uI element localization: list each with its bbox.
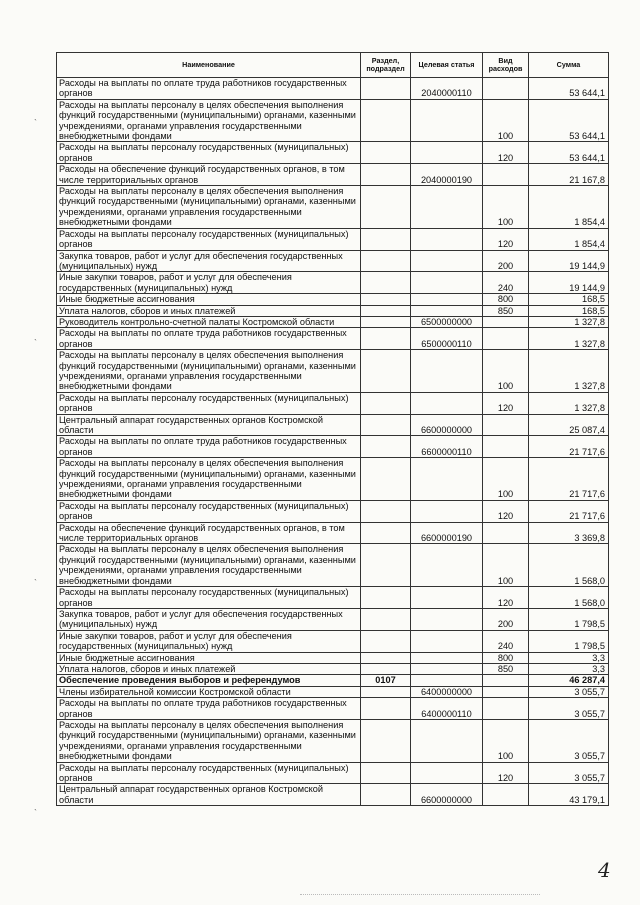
table-row	[57, 392, 609, 414]
row-article-cell: 6500000110	[411, 328, 483, 350]
row-sum-cell: 53 644,1	[529, 99, 609, 142]
row-section-cell	[361, 630, 411, 652]
row-kind-cell: 120	[483, 142, 529, 164]
row-kind-cell: 120	[483, 228, 529, 250]
row-article-cell	[411, 663, 483, 674]
row-kind-cell: 240	[483, 630, 529, 652]
table-row	[57, 719, 609, 762]
row-section-cell	[361, 500, 411, 522]
table-header-row	[57, 53, 609, 78]
row-sum-cell: 1 798,5	[529, 630, 609, 652]
row-name-cell: Расходы на выплаты персоналу в целях обеспечения выполнения функций государственными (муниципальными) органами, казенными учреждениями, органами управления государственными внебюджетными фондами	[57, 544, 361, 587]
row-name-cell: Расходы на выплаты по оплате труда работников государственных органов	[57, 328, 361, 350]
scan-mark: `	[34, 578, 37, 588]
row-section-cell: 0107	[361, 675, 411, 686]
table-row	[57, 698, 609, 720]
row-section-cell	[361, 436, 411, 458]
row-kind-cell	[483, 78, 529, 100]
row-kind-cell	[483, 784, 529, 806]
row-sum-cell: 25 087,4	[529, 414, 609, 436]
row-sum-cell: 3 369,8	[529, 522, 609, 544]
table-row	[57, 630, 609, 652]
budget-table	[56, 52, 609, 806]
row-sum-cell: 3 055,7	[529, 762, 609, 784]
table-row	[57, 328, 609, 350]
row-sum-cell: 1 327,8	[529, 316, 609, 327]
row-name-cell: Члены избирательной комиссии Костромской области	[57, 686, 361, 697]
row-article-cell	[411, 675, 483, 686]
scan-artifact	[300, 894, 540, 897]
row-kind-cell: 800	[483, 652, 529, 663]
row-kind-cell: 800	[483, 294, 529, 305]
row-sum-cell: 1 327,8	[529, 350, 609, 393]
row-kind-cell: 240	[483, 272, 529, 294]
row-section-cell	[361, 272, 411, 294]
row-kind-cell: 120	[483, 762, 529, 784]
row-section-cell	[361, 328, 411, 350]
row-section-cell	[361, 186, 411, 229]
row-name-cell: Расходы на выплаты персоналу в целях обеспечения выполнения функций государственными (муниципальными) органами, казенными учреждениями, органами управления государственными внебюджетными фондами	[57, 458, 361, 501]
table-row	[57, 350, 609, 393]
row-section-cell	[361, 458, 411, 501]
table-row	[57, 142, 609, 164]
table-row	[57, 228, 609, 250]
row-article-cell	[411, 608, 483, 630]
row-kind-cell: 100	[483, 186, 529, 229]
row-article-cell: 2040000190	[411, 164, 483, 186]
table-row	[57, 608, 609, 630]
table-row	[57, 686, 609, 697]
row-section-cell	[361, 228, 411, 250]
row-name-cell: Расходы на выплаты персоналу государственных (муниципальных) органов	[57, 392, 361, 414]
row-kind-cell: 100	[483, 350, 529, 393]
row-name-cell: Расходы на выплаты персоналу государственных (муниципальных) органов	[57, 142, 361, 164]
row-section-cell	[361, 587, 411, 609]
row-section-cell	[361, 608, 411, 630]
table-row	[57, 663, 609, 674]
row-sum-cell: 1 798,5	[529, 608, 609, 630]
header-section: Раздел, подраздел	[361, 53, 411, 78]
row-article-cell	[411, 305, 483, 316]
row-article-cell	[411, 719, 483, 762]
row-name-cell: Расходы на выплаты персоналу в целях обеспечения выполнения функций государственными (муниципальными) органами, казенными учреждениями, органами управления государственными внебюджетными фондами	[57, 350, 361, 393]
table-row	[57, 544, 609, 587]
row-name-cell: Расходы на выплаты по оплате труда работников государственных органов	[57, 436, 361, 458]
row-article-cell	[411, 272, 483, 294]
row-sum-cell: 19 144,9	[529, 272, 609, 294]
row-name-cell: Руководитель контрольно-счетной палаты Костромской области	[57, 316, 361, 327]
table-row	[57, 414, 609, 436]
row-name-cell: Уплата налогов, сборов и иных платежей	[57, 663, 361, 674]
row-name-cell: Иные бюджетные ассигнования	[57, 652, 361, 663]
row-name-cell: Расходы на выплаты персоналу в целях обеспечения выполнения функций государственными (муниципальными) органами, казенными учреждениями, органами управления государственными внебюджетными фондами	[57, 719, 361, 762]
row-kind-cell: 100	[483, 99, 529, 142]
row-article-cell	[411, 458, 483, 501]
row-name-cell: Расходы на выплаты персоналу в целях обеспечения выполнения функций государственными (муниципальными) органами, казенными учреждениями, органами управления государственными внебюджетными фондами	[57, 99, 361, 142]
row-article-cell: 6400000000	[411, 686, 483, 697]
row-kind-cell: 200	[483, 250, 529, 272]
row-section-cell	[361, 294, 411, 305]
row-name-cell: Расходы на обеспечение функций государственных органов, в том числе территориальных органов	[57, 164, 361, 186]
row-sum-cell: 3 055,7	[529, 698, 609, 720]
row-name-cell: Закупка товаров, работ и услуг для обеспечения государственных (муниципальных) нужд	[57, 250, 361, 272]
row-kind-cell	[483, 316, 529, 327]
row-name-cell: Уплата налогов, сборов и иных платежей	[57, 305, 361, 316]
header-name: Наименование	[57, 53, 361, 78]
table-body	[57, 78, 609, 806]
row-sum-cell: 168,5	[529, 305, 609, 316]
row-kind-cell	[483, 436, 529, 458]
row-section-cell	[361, 544, 411, 587]
row-article-cell: 2040000110	[411, 78, 483, 100]
row-article-cell: 6600000000	[411, 784, 483, 806]
scan-mark: `	[34, 808, 37, 818]
row-sum-cell: 46 287,4	[529, 675, 609, 686]
table-row	[57, 305, 609, 316]
row-article-cell	[411, 544, 483, 587]
scan-mark: `	[34, 118, 37, 128]
row-sum-cell: 53 644,1	[529, 142, 609, 164]
row-article-cell	[411, 228, 483, 250]
row-name-cell: Обеспечение проведения выборов и референдумов	[57, 675, 361, 686]
row-section-cell	[361, 698, 411, 720]
header-kind: Вид расходов	[483, 53, 529, 78]
row-article-cell: 6400000110	[411, 698, 483, 720]
row-sum-cell: 1 568,0	[529, 587, 609, 609]
row-sum-cell: 1 854,4	[529, 228, 609, 250]
row-kind-cell	[483, 328, 529, 350]
row-kind-cell	[483, 675, 529, 686]
row-name-cell: Иные закупки товаров, работ и услуг для обеспечения государственных (муниципальных) нужд	[57, 630, 361, 652]
row-sum-cell: 1 327,8	[529, 392, 609, 414]
row-kind-cell: 100	[483, 458, 529, 501]
row-article-cell	[411, 587, 483, 609]
row-kind-cell: 120	[483, 392, 529, 414]
table-row	[57, 675, 609, 686]
row-sum-cell: 21 167,8	[529, 164, 609, 186]
row-article-cell	[411, 186, 483, 229]
row-section-cell	[361, 78, 411, 100]
row-section-cell	[361, 305, 411, 316]
row-name-cell: Центральный аппарат государственных органов Костромской области	[57, 784, 361, 806]
row-article-cell: 6500000000	[411, 316, 483, 327]
table-row	[57, 587, 609, 609]
row-section-cell	[361, 719, 411, 762]
row-article-cell	[411, 350, 483, 393]
row-sum-cell: 19 144,9	[529, 250, 609, 272]
row-sum-cell: 3,3	[529, 652, 609, 663]
row-section-cell	[361, 99, 411, 142]
row-kind-cell	[483, 698, 529, 720]
row-section-cell	[361, 392, 411, 414]
row-article-cell	[411, 142, 483, 164]
page-number: 4	[598, 858, 611, 882]
row-name-cell: Расходы на обеспечение функций государственных органов, в том числе территориальных органов	[57, 522, 361, 544]
row-kind-cell: 120	[483, 500, 529, 522]
table-row	[57, 250, 609, 272]
row-sum-cell: 1 327,8	[529, 328, 609, 350]
table-row	[57, 436, 609, 458]
table-row	[57, 294, 609, 305]
row-kind-cell	[483, 164, 529, 186]
row-name-cell: Иные закупки товаров, работ и услуг для обеспечения государственных (муниципальных) нужд	[57, 272, 361, 294]
row-article-cell	[411, 500, 483, 522]
row-name-cell: Иные бюджетные ассигнования	[57, 294, 361, 305]
row-kind-cell	[483, 686, 529, 697]
row-sum-cell: 1 568,0	[529, 544, 609, 587]
scan-mark: `	[34, 338, 37, 348]
row-article-cell: 6600000000	[411, 414, 483, 436]
row-article-cell: 6600000190	[411, 522, 483, 544]
row-sum-cell: 21 717,6	[529, 436, 609, 458]
row-name-cell: Центральный аппарат государственных органов Костромской области	[57, 414, 361, 436]
row-name-cell: Закупка товаров, работ и услуг для обеспечения государственных (муниципальных) нужд	[57, 608, 361, 630]
row-article-cell	[411, 294, 483, 305]
row-kind-cell	[483, 414, 529, 436]
row-section-cell	[361, 652, 411, 663]
row-sum-cell: 1 854,4	[529, 186, 609, 229]
row-article-cell	[411, 392, 483, 414]
row-kind-cell: 100	[483, 719, 529, 762]
row-sum-cell: 3,3	[529, 663, 609, 674]
row-name-cell: Расходы на выплаты по оплате труда работников государственных органов	[57, 78, 361, 100]
row-section-cell	[361, 164, 411, 186]
row-sum-cell: 21 717,6	[529, 458, 609, 501]
row-sum-cell: 3 055,7	[529, 686, 609, 697]
row-sum-cell: 43 179,1	[529, 784, 609, 806]
row-section-cell	[361, 414, 411, 436]
row-article-cell	[411, 630, 483, 652]
row-name-cell: Расходы на выплаты по оплате труда работников государственных органов	[57, 698, 361, 720]
row-section-cell	[361, 762, 411, 784]
row-kind-cell: 850	[483, 663, 529, 674]
table-row	[57, 652, 609, 663]
table-row	[57, 316, 609, 327]
row-sum-cell: 3 055,7	[529, 719, 609, 762]
row-article-cell	[411, 652, 483, 663]
row-article-cell: 6600000110	[411, 436, 483, 458]
row-section-cell	[361, 686, 411, 697]
table-row	[57, 500, 609, 522]
table-row	[57, 186, 609, 229]
row-kind-cell: 850	[483, 305, 529, 316]
table-row	[57, 99, 609, 142]
table-row	[57, 78, 609, 100]
row-kind-cell: 100	[483, 544, 529, 587]
table-row	[57, 272, 609, 294]
row-name-cell: Расходы на выплаты персоналу в целях обеспечения выполнения функций государственными (муниципальными) органами, казенными учреждениями, органами управления государственными внебюджетными фондами	[57, 186, 361, 229]
row-article-cell	[411, 99, 483, 142]
row-section-cell	[361, 522, 411, 544]
row-section-cell	[361, 784, 411, 806]
header-sum: Сумма	[529, 53, 609, 78]
row-section-cell	[361, 663, 411, 674]
row-sum-cell: 168,5	[529, 294, 609, 305]
row-sum-cell: 53 644,1	[529, 78, 609, 100]
row-section-cell	[361, 350, 411, 393]
row-name-cell: Расходы на выплаты персоналу государственных (муниципальных) органов	[57, 587, 361, 609]
row-kind-cell: 200	[483, 608, 529, 630]
row-name-cell: Расходы на выплаты персоналу государственных (муниципальных) органов	[57, 228, 361, 250]
table-row	[57, 164, 609, 186]
header-article: Целевая статья	[411, 53, 483, 78]
row-sum-cell: 21 717,6	[529, 500, 609, 522]
table-row	[57, 458, 609, 501]
row-section-cell	[361, 316, 411, 327]
row-article-cell	[411, 762, 483, 784]
row-kind-cell: 120	[483, 587, 529, 609]
row-name-cell: Расходы на выплаты персоналу государственных (муниципальных) органов	[57, 500, 361, 522]
row-kind-cell	[483, 522, 529, 544]
row-section-cell	[361, 250, 411, 272]
row-article-cell	[411, 250, 483, 272]
table-row	[57, 522, 609, 544]
row-section-cell	[361, 142, 411, 164]
row-name-cell: Расходы на выплаты персоналу государственных (муниципальных) органов	[57, 762, 361, 784]
table-row	[57, 762, 609, 784]
table-row	[57, 784, 609, 806]
